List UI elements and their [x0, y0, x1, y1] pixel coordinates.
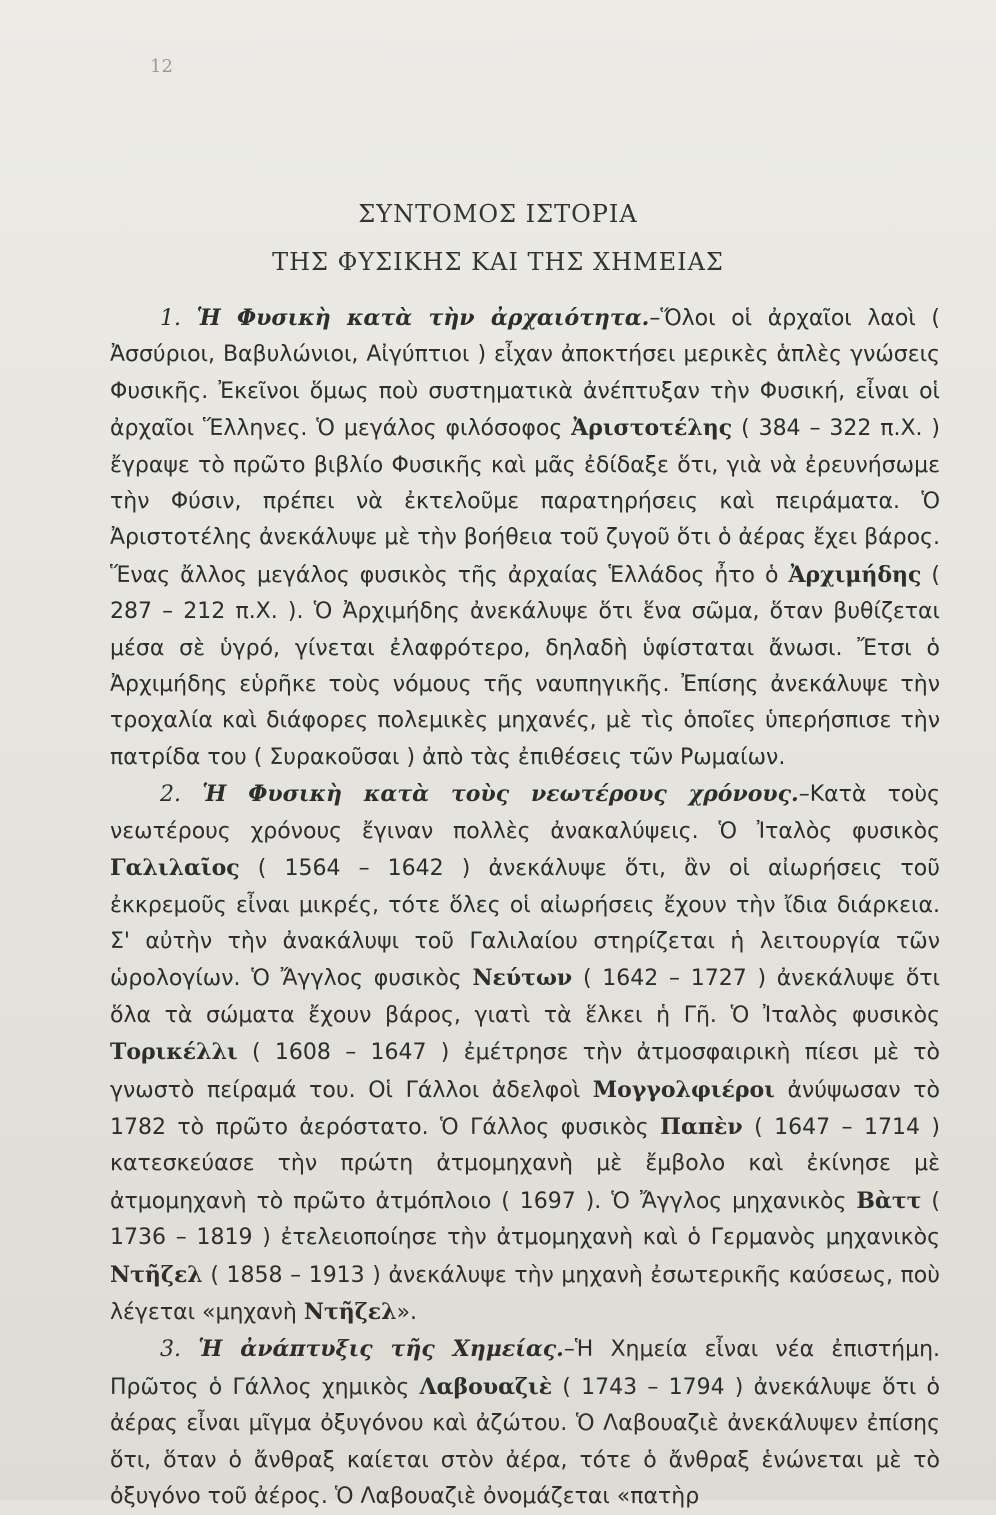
- section-2-text: ( 1564 – 1642 ) ἀνεκάλυψε ὅτι, ἂν οἱ αἰωρήσεις τοῦ ἐκκρεμοῦς εἶναι μικρές, τότε ὅλες οἱ αἰωρήσεις ἔχουν τὴν ἴδια διάρκεια. Σ' αὐτὴν τὴν ἀνακάλυψι τοῦ Γαλιλαίου στηρίζεται ἡ λειτουργία τῶν ὡρολογίων. Ὁ Ἄγγλος φυσικὸς: [110, 856, 940, 992]
- section-3-heading: Ἡ ἀνάπτυξις τῆς Χημείας.: [198, 1336, 564, 1363]
- section-1-text: –Ὅλοι οἱ ἀρχαῖοι λαοὶ ( Ἀσσύριοι, Βαβυλώνιοι, Αἰγύπτιοι ) εἶχαν ἀποκτήσει μερικὲς ἁπλὲς γνώσεις Φυσικῆς. Ἐκεῖνοι ὅμως ποὺ συστηματικὰ ἀνέπτυξαν τὴν Φυσική, εἶναι οἱ ἀρχαῖοι Ἕλληνες. Ὁ μεγάλος φιλόσοφος: [110, 306, 940, 442]
- section-1-number: 1.: [160, 306, 181, 331]
- section-2-text: –Κατὰ τοὺς νεωτέρους χρόνους ἔγιναν πολλὲς ἀνακαλύψεις. Ὁ Ἰταλὸς φυσικὸς: [110, 782, 940, 844]
- name-papin: Παπὲν: [660, 1113, 743, 1140]
- section-1-text: ( 287 – 212 π.Χ. ). Ὁ Ἀρχιμήδης ἀνεκάλυψε ὅτι ἕνα σῶμα, ὅταν βυθίζεται μέσα σὲ ὑγρό, γίνεται ἐλαφρότερο, δηλαδὴ ὑφίσταται ἄνωσι. Ἔτσι ὁ Ἀρχιμήδης εὑρῆκε τοὺς νόμους τῆς ναυπηγικῆς. Ἐπίσης ἀνεκάλυψε τὴν τροχαλία καὶ διάφορες πολεμικὲς μηχανές, μὲ τὶς ὁποῖες ὑπερήσπισε τὴν πατρίδα του ( Συρακοῦσαι ) ἀπὸ τὰς ἐπιθέσεις τῶν Ρωμαίων.: [110, 562, 940, 770]
- section-2-text: ( 1736 – 1819 ) ἐτελειοποίησε τὴν ἀτμομηχανὴ καὶ ὁ Γερμανὸς μηχανικὸς: [110, 1188, 940, 1251]
- section-2-text: ( 1642 – 1727 ) ἀνεκάλυψε ὅτι ὅλα τὰ σώματα ἔχουν βάρος, γιατὶ τὰ ἕλκει ἡ Γῆ. Ὁ Ἰταλὸς φυσικὸς: [110, 966, 940, 1028]
- chapter-title-line1: ΣΥΝΤΟΜΟΣ ΙΣΤΟΡΙΑ: [358, 200, 638, 228]
- section-2-heading: Ἡ Φυσικὴ κατὰ τοὺς νεωτέρους χρόνους.: [202, 781, 799, 808]
- body-text: [110, 300, 940, 1515]
- name-diesel-2: Ντῆζελ: [303, 1298, 397, 1325]
- name-watt: Βὰττ: [856, 1187, 922, 1214]
- name-lavoisier: Λαβουαζιὲ: [419, 1373, 553, 1400]
- name-newton: Νεύτων: [472, 965, 573, 992]
- name-montgolfier: Μογγολφιέροι: [592, 1076, 775, 1103]
- section-2-text: ( 1647 – 1714 ) κατεσκεύασε τὴν πρώτη ἀτμομηχανὴ μὲ ἔμβολο καὶ ἐκίνησε μὲ ἀτμομηχανὴ τὸ πρῶτο ἀτμόπλοιο ( 1697 ). Ὁ Ἄγγλος μηχανικὸς: [110, 1114, 940, 1214]
- name-aristotelis: Ἀριστοτέλης: [571, 415, 733, 442]
- name-diesel: Ντῆζελ: [110, 1261, 203, 1288]
- section-2-number: 2.: [160, 782, 181, 808]
- name-torricelli: Τορικέλλι: [110, 1039, 238, 1066]
- page-number: 12: [150, 56, 173, 77]
- section-2-text: ( 1858 – 1913 ) ἀνεκάλυψε τὴν μηχανὴ ἐσωτερικῆς καύσεως, ποὺ λέγεται «μηχανὴ: [110, 1262, 940, 1325]
- section-3-paragraph: [110, 1331, 940, 1515]
- section-3-text: ( 1743 – 1794 ) ἀνεκάλυψε ὅτι ὁ ἀέρας εἶναι μῖγμα ὀξυγόνου καὶ ἀζώτου. Ὁ Λαβουαζιὲ ἀνεκάλυψεν ἐπίσης ὅτι, ὅταν ὁ ἄνθραξ καίεται στὸν ἀέρα, τότε ὁ ἄνθραξ ἑνώνεται μὲ τὸ ὀξυγόνο τοῦ ἀέρος. Ὁ Λαβουαζιὲ ὀνομάζεται «πατὴρ: [110, 1374, 940, 1509]
- section-3-text: –Ἡ Χημεία εἶναι νέα ἐπιστήμη. Πρῶτος ὁ Γάλλος χημικὸς: [110, 1337, 941, 1400]
- section-3-number: 3.: [160, 1337, 181, 1363]
- section-1-paragraph: [110, 300, 940, 776]
- section-2-text: ».: [396, 1299, 418, 1325]
- chapter-title-line2: ΤΗΣ ΦΥΣΙΚΗΣ ΚΑΙ ΤΗΣ ΧΗΜΕΙΑΣ: [272, 248, 724, 276]
- section-2-text: ( 1608 – 1647 ) ἐμέτρησε τὴν ἀτμοσφαιρικὴ πίεσι μὲ τὸ γνωστὸ πείραμά του. Οἱ Γάλλοι ἀδελφοὶ: [110, 1040, 940, 1103]
- section-2-text: ἀνύψωσαν τὸ 1782 τὸ πρῶτο ἀερόστατο. Ὁ Γάλλος φυσικὸς: [110, 1077, 940, 1140]
- section-1-text: ( 384 – 322 π.Χ. ) ἔγραψε τὸ πρῶτο βιβλίο Φυσικῆς καὶ μᾶς ἐδίδαξε ὅτι, γιὰ νὰ ἐρευνήσωμε τὴν Φύσιν, πρέπει νὰ ἐκτελοῦμε παρατηρήσεις καὶ πειράματα. Ὁ Ἀριστοτέλης ἀνεκάλυψε μὲ τὴν βοήθεια τοῦ ζυγοῦ ὅτι ὁ ἀέρας ἔχει βάρος. Ἕνας ἄλλος μεγάλος φυσικὸς τῆς ἀρχαίας Ἑλλάδος ἦτο ὁ: [110, 416, 940, 588]
- name-archimidis: Ἀρχιμήδης: [788, 561, 922, 588]
- section-2-paragraph: [110, 776, 940, 1331]
- section-1-heading: Ἡ Φυσικὴ κατὰ τὴν ἀρχαιότητα.: [196, 305, 650, 331]
- name-galileos: Γαλιλαῖος: [110, 855, 240, 882]
